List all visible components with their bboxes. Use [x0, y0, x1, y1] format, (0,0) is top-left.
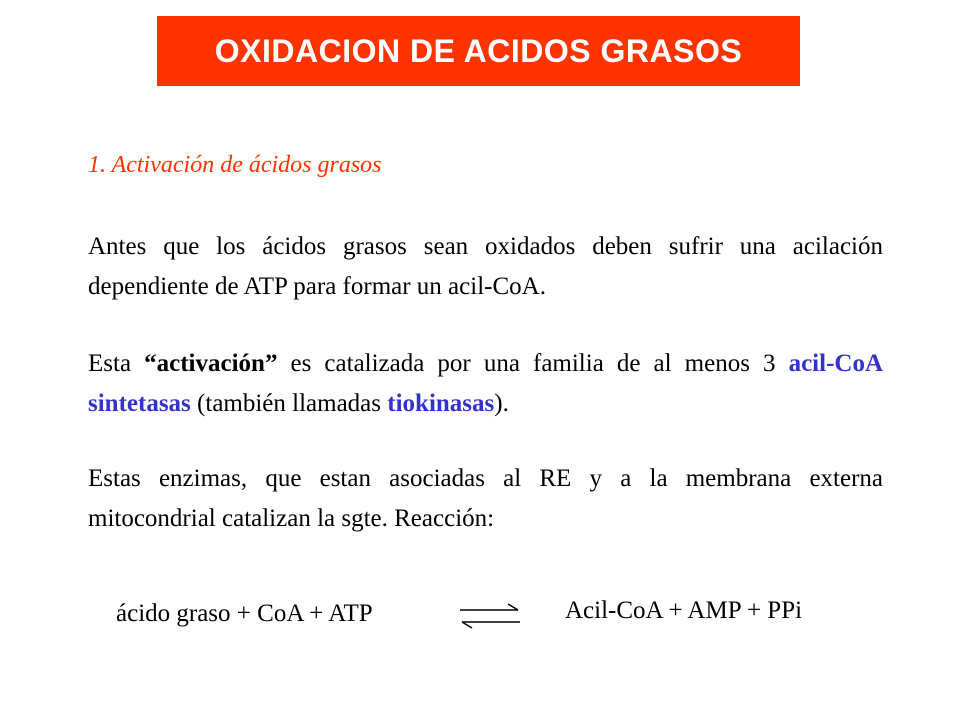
paragraph-activation — [88, 344, 883, 424]
activation-term: “activación” — [144, 350, 278, 377]
paragraph-intro: Antes que los ácidos grasos sean oxidados deben sufrir una acilación dependiente de ATP para formar un acil-CoA. — [88, 233, 883, 300]
paragraph-text: es catalizada por una familia de al menos 3 — [277, 350, 789, 377]
enzyme-name-thiokinase: tiokinasas — [387, 390, 495, 417]
enzyme-name-acyl-coa-synthetase: acil-CoA sintetasas — [88, 350, 883, 417]
page-title: OXIDACION DE ACIDOS GRASOS — [214, 32, 743, 69]
reaction-reactants: ácido graso + CoA + ATP — [116, 600, 373, 627]
paragraph-text: Esta — [88, 350, 145, 377]
title-banner — [157, 16, 800, 86]
paragraph-enzymes: Estas enzimas, que estan asociadas al RE y a la membrana externa mitocondrial catalizan la sgte. Reacción: — [88, 465, 883, 532]
paragraph-text: ). — [494, 390, 509, 417]
paragraph-text: (también llamadas — [190, 390, 388, 417]
reversible-arrows-icon — [458, 600, 522, 630]
section-heading: 1. Activación de ácidos grasos — [88, 152, 382, 178]
reaction-products: Acil-CoA + AMP + PPi — [565, 597, 803, 624]
